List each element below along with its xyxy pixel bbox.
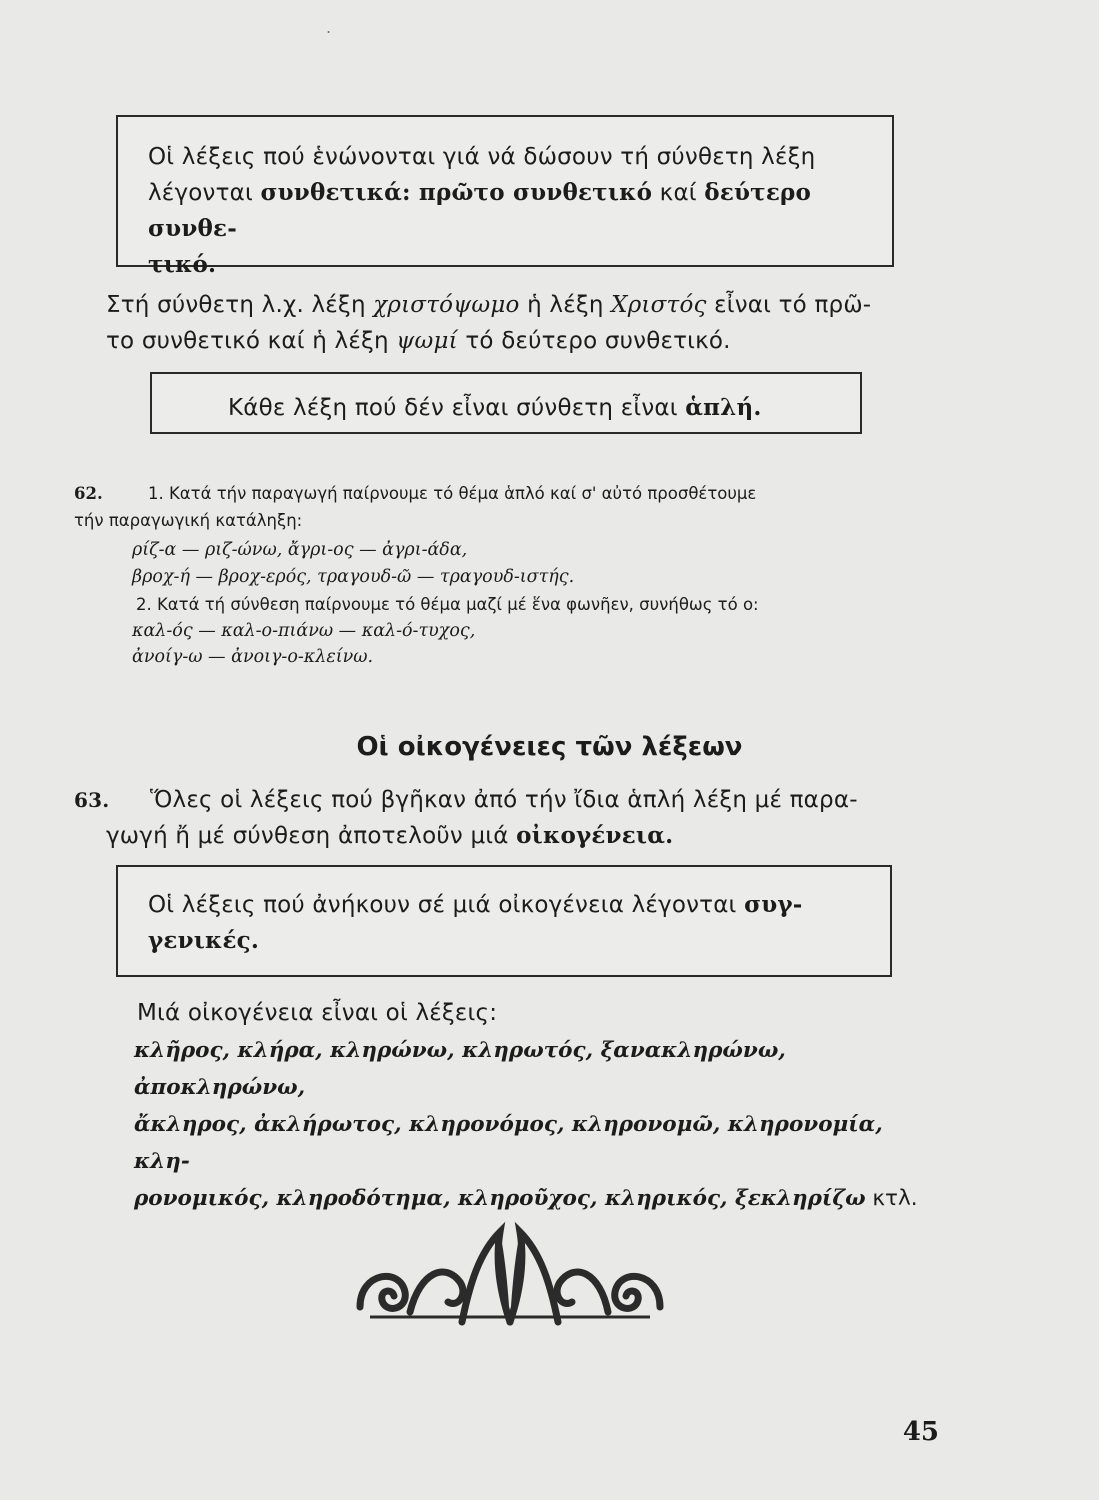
term-second-component: δεύτερο συνθε-	[148, 179, 812, 242]
sec62-rule1: 1. Κατά τήν παραγωγή παίρνουμε τό θέμα ἁπλό καί σ' αὐτό προσθέτουμε	[148, 484, 757, 503]
para1-word-christopsomo: χριστόψωμο	[373, 292, 520, 318]
box1-line2-text: λέγονται	[148, 180, 261, 206]
para1-word-christos: Χριστός	[611, 292, 707, 318]
ornament-icon	[350, 1212, 670, 1340]
box3-line1	[148, 887, 860, 923]
section-62	[74, 480, 946, 667]
term-cognate-end: γενικές.	[148, 927, 260, 954]
box1-line3	[148, 247, 862, 283]
term-first-component: συνθετικά: πρῶτο συνθετικό	[260, 179, 653, 206]
term-family: οἰκογένεια.	[516, 822, 674, 849]
page-number: 45	[902, 1417, 939, 1447]
box1-line2	[148, 175, 862, 247]
sec62-rule1-cont: τήν παραγωγική κατάληξη:	[74, 511, 303, 530]
para1-text-f: το συνθετικό καί ἡ λέξη	[106, 328, 397, 354]
sec62-example2: βροχ-ή — βροχ-ερός, τραγουδ-ῶ — τραγουδ-ιστής.	[132, 567, 575, 587]
sec62-example3: καλ-ός — καλ-ο-πιάνω — καλ-ό-τυχος,	[132, 621, 476, 641]
top-mark: .	[326, 18, 332, 37]
para1-line1	[106, 287, 946, 323]
sec63-text2: γωγή ἤ μέ σύνθεση ἀποτελοῦν μιά	[106, 823, 517, 849]
section-number-63: 63.	[74, 788, 110, 812]
family-line3-words: ρονομικός, κληροδότημα, κληροῦχος, κληρικός, ξεκληρίζω	[134, 1186, 866, 1211]
family-line1: κλῆρος, κλήρα, κληρώνω, κληρωτός, ξανακληρώνω, ἀποκληρώνω,	[134, 1038, 786, 1100]
sec63-line1	[74, 782, 946, 818]
box3-text: Οἱ λέξεις πού ἀνήκουν σέ μιά οἰκογένεια λέγονται	[148, 892, 745, 918]
sec62-rule2: 2. Κατά τή σύνθεση παίρνουμε τό θέμα μαζί μέ ἕνα φωνῆεν, συνήθως τό ο:	[136, 595, 759, 614]
sec62-example4: ἀνοίγ-ω — ἀνοιγ-ο-κλείνω.	[132, 647, 374, 667]
para1-text-a: Στή σύνθετη λ.χ. λέξη	[106, 292, 374, 318]
example-paragraph	[106, 287, 946, 359]
section-heading: Οἱ οἰκογένειες τῶν λέξεων	[356, 732, 743, 762]
box3-line2	[148, 923, 860, 959]
term-second-component-end: τικό.	[148, 251, 217, 278]
section-63	[74, 782, 946, 854]
para1-text-c: ἡ λέξη	[519, 292, 612, 318]
definition-box-simple	[150, 372, 862, 434]
definition-box-cognate	[116, 865, 892, 977]
sec63-text1: Ὅλες οἱ λέξεις πού βγῆκαν ἀπό τήν ἴδια ἁπλή λέξη μέ παρα-	[150, 787, 858, 813]
box2-text: Κάθε λέξη πού δέν εἶναι σύνθετη εἶναι	[228, 395, 686, 421]
sec62-line1	[74, 480, 946, 507]
section-number-62: 62.	[74, 484, 103, 503]
para1-text-h: τό δεύτερο συνθετικό.	[457, 328, 731, 354]
box1-line1: Οἱ λέξεις πού ἑνώνονται γιά νά δώσουν τή σύνθετη λέξη	[148, 144, 816, 170]
family-word-list	[134, 1032, 942, 1217]
sec62-example1: ρίζ-α — ριζ-ώνω, ἄγρι-ος — ἀγρι-άδα,	[132, 540, 468, 560]
sec63-line2	[74, 818, 946, 854]
para1-text-e: εἶναι τό πρῶ-	[706, 292, 872, 318]
family-line3-etc: κτλ.	[865, 1186, 918, 1211]
box1-line2-and: καί	[652, 180, 705, 206]
term-simple: ἁπλή.	[685, 394, 762, 421]
term-cognate: συγ-	[744, 891, 803, 918]
definition-box-synthetic	[116, 115, 894, 278]
family-intro: Μιά οἰκογένεια εἶναι οἱ λέξεις:	[137, 1000, 498, 1026]
para1-word-psomi: ψωμί	[396, 328, 458, 354]
family-line2: ἄκληρος, ἀκλήρωτος, κληρονόμος, κληρονομῶ, κληρονομία, κλη-	[134, 1112, 883, 1174]
para1-line2	[106, 323, 946, 359]
